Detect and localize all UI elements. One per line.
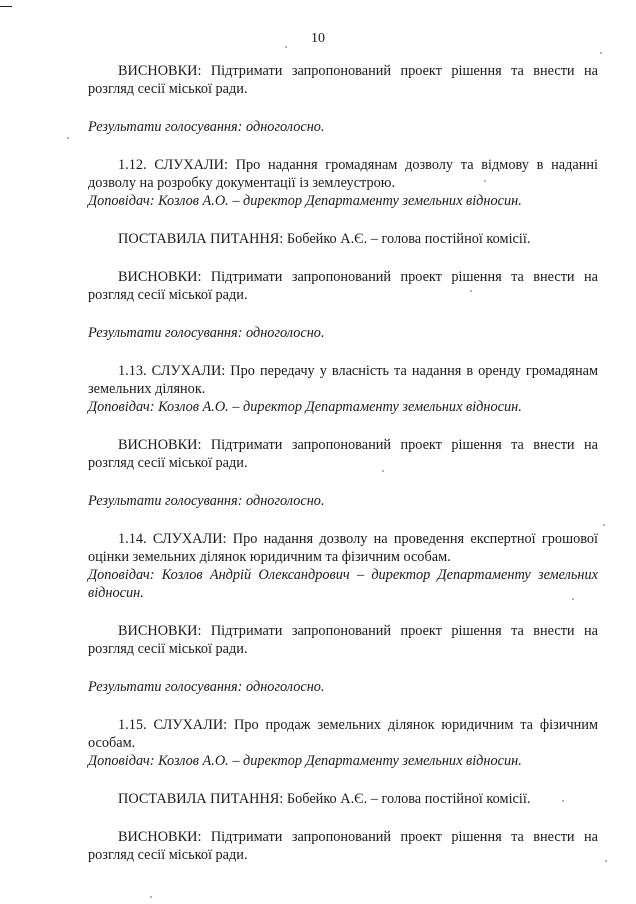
voting-result: Результати голосування: одноголосно. — [88, 119, 325, 135]
voting-result: Результати голосування: одноголосно. — [88, 679, 325, 695]
scan-speck — [67, 137, 69, 139]
scan-speck — [150, 896, 152, 898]
reporter-line: Доповідач: Козлов А.О. – директор Департаменту земельних відносин. — [88, 193, 522, 209]
conclusion-paragraph: ВИСНОВКИ: Підтримати запропонований проект рішення та внести на розгляд сесії міської ради. — [88, 437, 598, 471]
reporter-line: Доповідач: Козлов А.О. – директор Департаменту земельних відносин. — [88, 753, 522, 769]
conclusion-paragraph: ВИСНОВКИ: Підтримати запропонований проект рішення та внести на розгляд сесії міської ради. — [88, 623, 598, 657]
voting-result: Результати голосування: одноголосно. — [88, 325, 325, 341]
heard-item-1-14: 1.14. СЛУХАЛИ: Про надання дозволу на проведення експертної грошової оцінки земельних ділянок юридичним та фізичним особам. — [88, 531, 598, 565]
raised-question: ПОСТАВИЛА ПИТАННЯ: Бобейко А.Є. – голова постійної комісії. — [118, 791, 531, 807]
scan-speck — [285, 46, 287, 48]
page-number: 10 — [311, 31, 325, 46]
scan-speck — [603, 524, 605, 526]
corner-scan-mark — [0, 6, 12, 7]
conclusion-paragraph: ВИСНОВКИ: Підтримати запропонований проект рішення та внести на розгляд сесії міської ради. — [88, 829, 598, 863]
scan-speck — [605, 860, 607, 862]
conclusion-paragraph: ВИСНОВКИ: Підтримати запропонований проект рішення та внести на розгляд сесії міської ради. — [88, 269, 598, 303]
heard-item-1-12: 1.12. СЛУХАЛИ: Про надання громадянам дозволу та відмову в наданні дозволу на розробку документації із землеустрою. — [88, 157, 598, 191]
heard-item-1-13: 1.13. СЛУХАЛИ: Про передачу у власність та надання в оренду громадянам земельних ділянок. — [88, 363, 598, 397]
conclusion-paragraph: ВИСНОВКИ: Підтримати запропонований проект рішення та внести на розгляд сесії міської ради. — [88, 63, 598, 97]
voting-result: Результати голосування: одноголосно. — [88, 493, 325, 509]
reporter-line: Доповідач: Козлов А.О. – директор Департаменту земельних відносин. — [88, 399, 522, 415]
scan-speck — [600, 52, 602, 54]
reporter-line: Доповідач: Козлов Андрій Олександрович – директор Департаменту земельних відносин. — [88, 567, 598, 601]
protocol-body — [88, 62, 598, 864]
raised-question: ПОСТАВИЛА ПИТАННЯ: Бобейко А.Є. – голова постійної комісії. — [118, 231, 531, 247]
heard-item-1-15: 1.15. СЛУХАЛИ: Про продаж земельних ділянок юридичним та фізичним особам. — [88, 717, 598, 751]
